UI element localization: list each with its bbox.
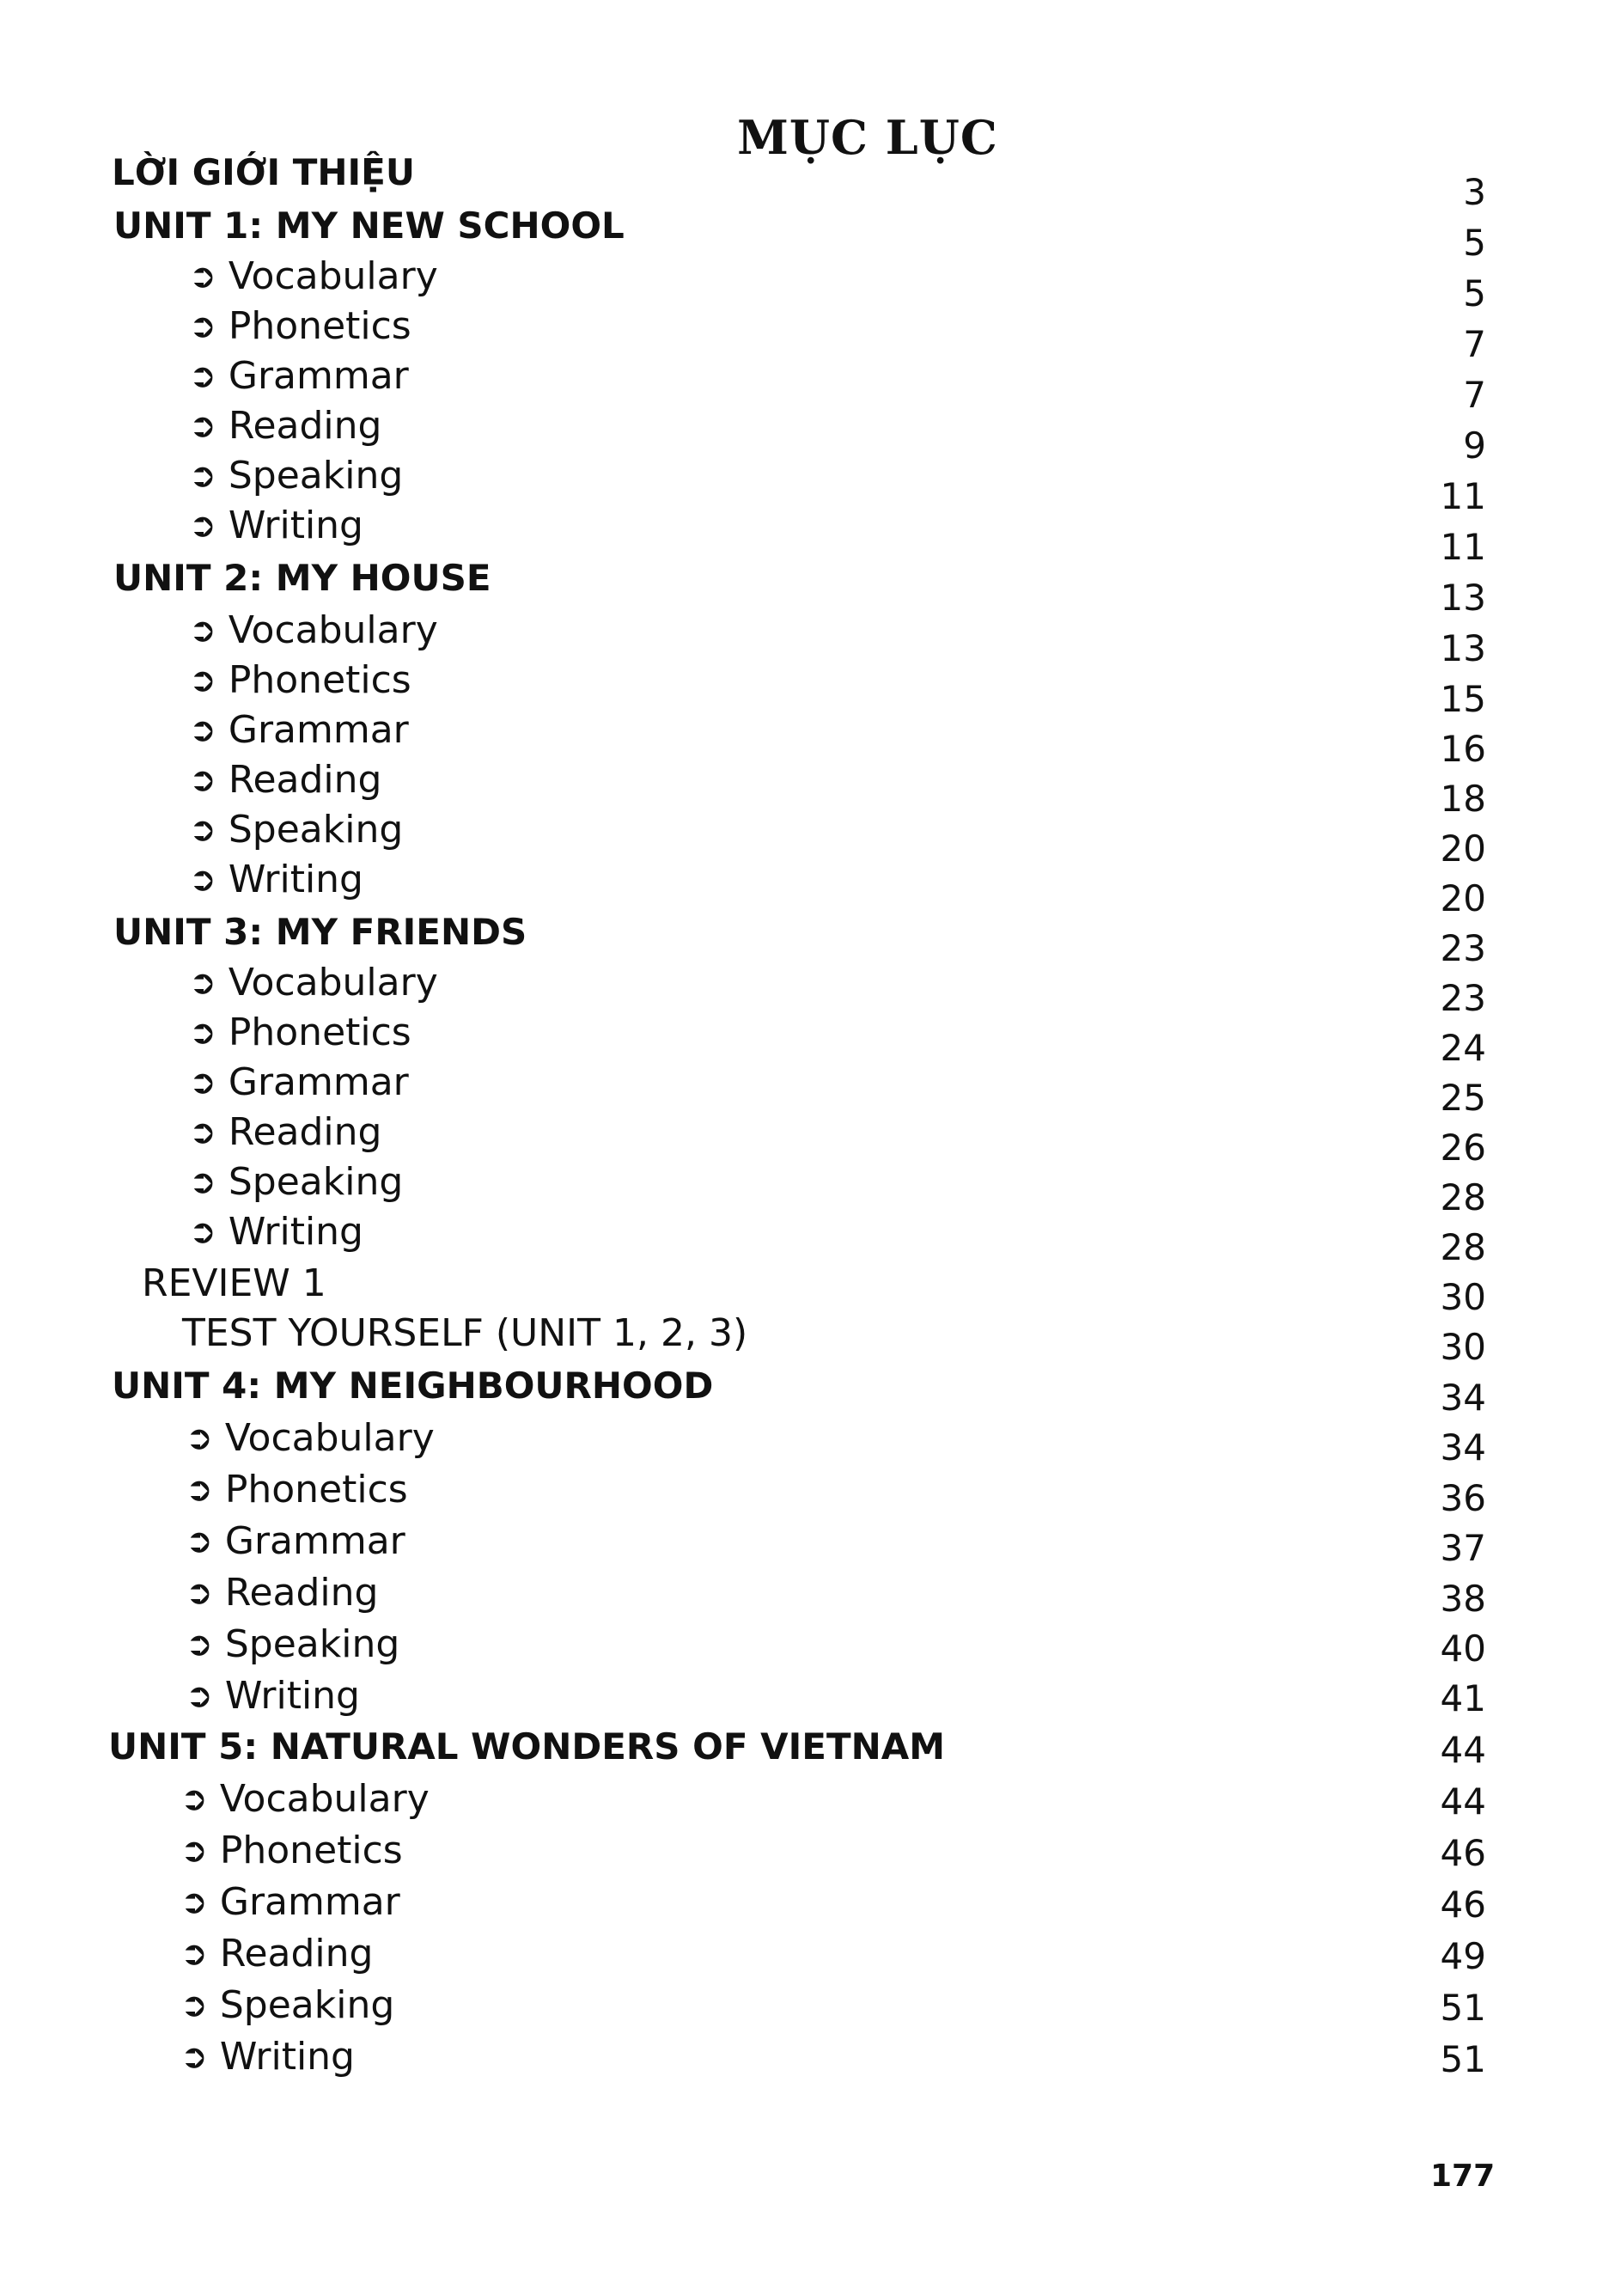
toc-entry-subsection: ➲ Writing [180,2035,355,2079]
toc-entry-subsection: ➲ Writing [189,858,363,901]
arrow-bullet-icon: ➲ [180,1986,208,2024]
toc-page-number: 28 [1440,1226,1486,1268]
toc-page-number: 28 [1440,1176,1486,1218]
arrow-bullet-icon: ➲ [189,1113,216,1151]
toc-page-number: 30 [1440,1326,1486,1368]
arrow-bullet-icon: ➲ [189,661,216,699]
toc-entry-unit-1: UNIT 1: MY NEW SCHOOL [113,205,625,247]
arrow-bullet-icon: ➲ [186,1676,213,1714]
toc-entry-subsection: ➲ Vocabulary [189,254,438,298]
toc-page-number: 44 [1440,1780,1486,1823]
arrow-bullet-icon: ➲ [180,1780,208,1817]
toc-page-number: 13 [1440,577,1486,619]
arrow-bullet-icon: ➲ [180,1831,208,1869]
arrow-bullet-icon: ➲ [189,1163,216,1200]
toc-entry-subsection: ➲ Reading [189,1110,382,1154]
arrow-bullet-icon: ➲ [186,1573,213,1611]
toc-entry-subsection: ➲ Phonetics [180,1829,403,1872]
toc-entry-subsection: ➲ Vocabulary [189,608,438,652]
toc-entry-subsection: ➲ Grammar [189,1060,409,1104]
toc-entry-unit-5: UNIT 5: NATURAL WONDERS OF VIETNAM [108,1725,946,1768]
toc-page-number: 26 [1440,1127,1486,1169]
arrow-bullet-icon: ➲ [189,456,216,494]
toc-entry-subsection: ➲ Speaking [189,454,404,498]
toc-page-number: 5 [1463,272,1486,314]
toc-entry-subsection: ➲ Reading [180,1932,374,1975]
footer-page-number: 177 [1430,2159,1496,2194]
page-title: MỤC LỤC [737,110,998,166]
arrow-bullet-icon: ➲ [180,1883,208,1920]
toc-page-number: 7 [1463,374,1486,416]
toc-page-number: 25 [1440,1077,1486,1119]
toc-page-number: 7 [1463,323,1486,365]
toc-page-number: 49 [1440,1935,1486,1977]
toc-page-number: 23 [1440,977,1486,1019]
toc-page-number: 34 [1440,1377,1486,1419]
toc-page-number: 46 [1440,1832,1486,1874]
arrow-bullet-icon: ➲ [189,760,216,798]
toc-page-number: 3 [1463,171,1486,213]
arrow-bullet-icon: ➲ [186,1625,213,1663]
toc-page-number: 46 [1440,1884,1486,1926]
toc-entry-subsection: ➲ Phonetics [186,1468,408,1511]
toc-entry-subsection: ➲ Vocabulary [180,1777,430,1821]
arrow-bullet-icon: ➲ [189,307,216,345]
toc-page-number: 41 [1440,1677,1486,1719]
toc-page-number: 15 [1440,678,1486,720]
toc-entry-subsection: ➲ Grammar [189,354,409,398]
arrow-bullet-icon: ➲ [186,1470,213,1508]
arrow-bullet-icon: ➲ [189,810,216,848]
toc-page-number: 36 [1440,1477,1486,1519]
arrow-bullet-icon: ➲ [189,860,216,898]
toc-page-number: 24 [1440,1027,1486,1069]
arrow-bullet-icon: ➲ [189,406,216,444]
toc-entry-review-1: REVIEW 1 [142,1261,326,1305]
toc-page-number: 51 [1440,1987,1486,2029]
toc-page-number: 20 [1440,877,1486,919]
toc-entry-subsection: ➲ Reading [189,758,382,802]
toc-entry-test-yourself: TEST YOURSELF (UNIT 1, 2, 3) [182,1311,748,1355]
toc-entry-subsection: ➲ Vocabulary [189,961,438,1004]
arrow-bullet-icon: ➲ [186,1522,213,1560]
arrow-bullet-icon: ➲ [180,1934,208,1972]
toc-page-number: 44 [1440,1729,1486,1771]
toc-entry-subsection: ➲ Reading [189,404,382,448]
toc-page-number: 37 [1440,1527,1486,1569]
toc-page-number: 34 [1440,1426,1486,1469]
toc-entry-unit-2: UNIT 2: MY HOUSE [113,557,491,599]
toc-entry-subsection: ➲ Writing [189,504,363,547]
toc-page-number: 16 [1440,728,1486,770]
toc-entry-subsection: ➲ Writing [186,1674,360,1718]
arrow-bullet-icon: ➲ [189,506,216,544]
toc-page-number: 11 [1440,526,1486,568]
toc-entry-subsection: ➲ Vocabulary [186,1416,435,1460]
toc-entry-subsection: ➲ Reading [186,1571,379,1615]
toc-entry-subsection: ➲ Grammar [189,708,409,752]
arrow-bullet-icon: ➲ [189,1013,216,1051]
toc-page-number: 20 [1440,827,1486,870]
toc-page-number: 30 [1440,1276,1486,1318]
toc-page-number: 23 [1440,927,1486,969]
toc-page-number: 38 [1440,1578,1486,1620]
toc-entry-subsection: ➲ Speaking [189,808,404,852]
arrow-bullet-icon: ➲ [189,963,216,1001]
arrow-bullet-icon: ➲ [180,2037,208,2075]
toc-entry-unit-3: UNIT 3: MY FRIENDS [113,911,527,953]
arrow-bullet-icon: ➲ [189,611,216,649]
toc-entry-intro: LỜI GIỚI THIỆU [112,151,415,193]
toc-entry-subsection: ➲ Phonetics [189,304,411,348]
toc-entry-subsection: ➲ Writing [189,1210,363,1254]
toc-page-number: 9 [1463,424,1486,467]
toc-entry-subsection: ➲ Phonetics [189,1011,411,1054]
toc-entry-subsection: ➲ Grammar [180,1880,400,1924]
arrow-bullet-icon: ➲ [189,711,216,748]
toc-entry-subsection: ➲ Phonetics [189,658,411,702]
toc-entry-subsection: ➲ Speaking [180,1983,395,2027]
arrow-bullet-icon: ➲ [186,1419,213,1456]
toc-entry-subsection: ➲ Speaking [189,1160,404,1204]
toc-entry-unit-4: UNIT 4: MY NEIGHBOURHOOD [112,1365,714,1407]
toc-page-number: 13 [1440,627,1486,669]
toc-entry-subsection: ➲ Speaking [186,1622,400,1666]
toc-page-number: 18 [1440,778,1486,820]
arrow-bullet-icon: ➲ [189,357,216,394]
arrow-bullet-icon: ➲ [189,1212,216,1250]
toc-page-number: 40 [1440,1627,1486,1670]
arrow-bullet-icon: ➲ [189,257,216,295]
toc-page-number: 51 [1440,2038,1486,2080]
toc-entry-subsection: ➲ Grammar [186,1519,405,1563]
toc-page-number: 11 [1440,475,1486,517]
arrow-bullet-icon: ➲ [189,1063,216,1101]
toc-page-number: 5 [1463,222,1486,264]
